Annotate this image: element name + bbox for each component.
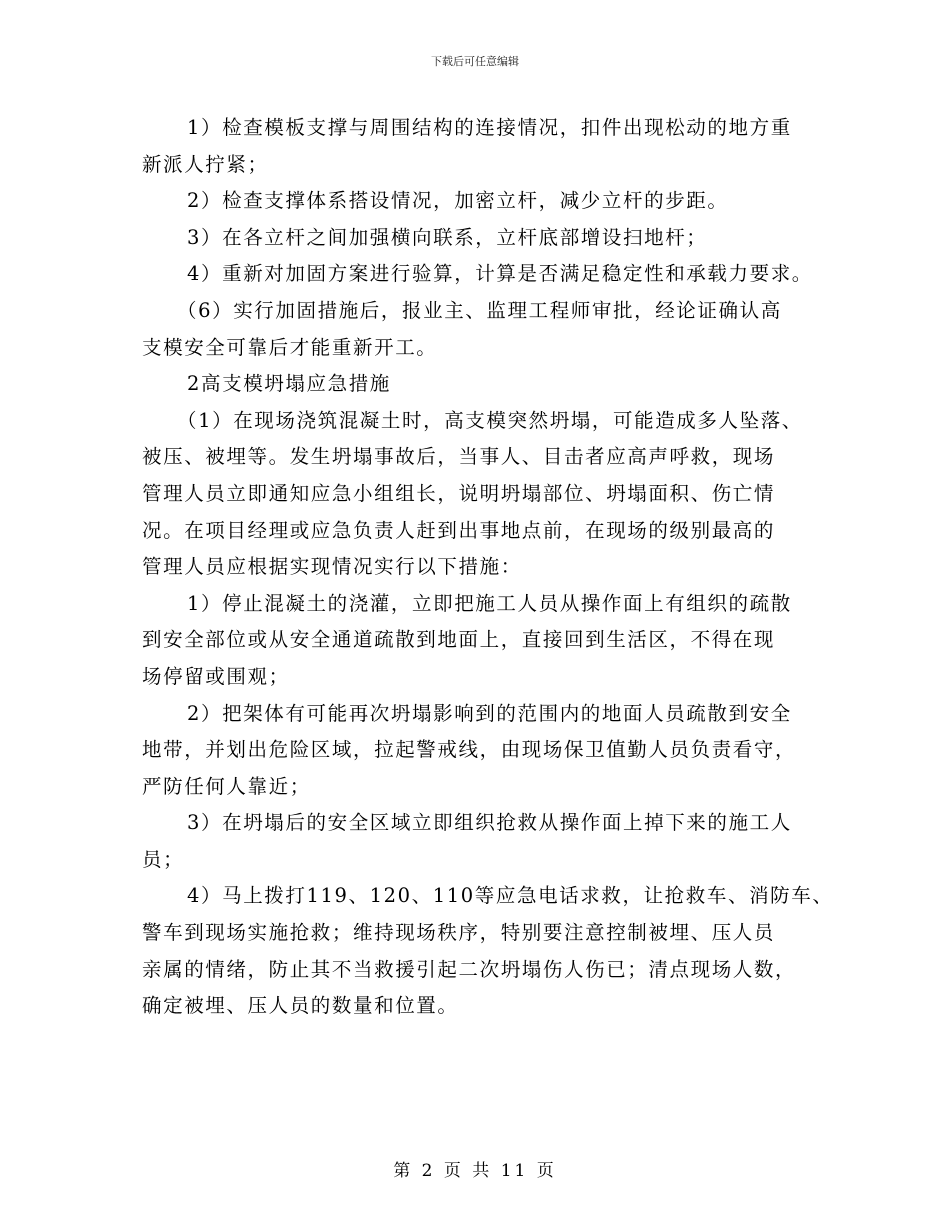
paragraph-line: 到安全部位或从安全通道疏散到地面上，直接回到生活区，不得在现: [142, 628, 776, 652]
paragraph-line: 支模安全可靠后才能重新开工。: [142, 335, 438, 359]
page-number-footer: 第 2 页 共 11 页: [393, 1161, 557, 1181]
paragraph-line: 管理人员应根据实现情况实行以下措施：: [142, 555, 522, 579]
page-header: 下载后可任意编辑: [431, 55, 519, 68]
paragraph-line: （6）实行加固措施后，报业主、监理工程师审批，经论证确认高: [177, 298, 782, 322]
paragraph-line: 况。在项目经理或应急负责人赶到出事地点前，在现场的级别最高的: [142, 518, 776, 542]
paragraph-line: 员；: [142, 847, 185, 871]
paragraph-line: 场停留或围观；: [142, 664, 290, 688]
paragraph-line: 1）检查模板支撑与周围结构的连接情况，扣件出现松动的地方重: [187, 116, 792, 139]
paragraph-line: 警车到现场实施抢救；维持现场秩序，特别要注意控制被埋、压人员: [142, 921, 776, 945]
section-heading: 2高支模坍塌应急措施: [187, 372, 391, 396]
document-body: [142, 110, 834, 1025]
paragraph-line: 确定被埋、压人员的数量和位置。: [142, 994, 459, 1018]
paragraph-line: 3）在各立杆之间加强横向联系，立杆底部增设扫地杆；: [187, 225, 708, 249]
paragraph-line: 亲属的情绪，防止其不当救援引起二次坍塌伤人伤已；清点现场人数，: [142, 957, 797, 981]
paragraph-line: 4）马上拨打119、120、110等应急电话求救，让抢救车、消防车、: [187, 884, 834, 908]
paragraph-line: 管理人员立即通知应急小组组长，说明坍塌部位、坍塌面积、伤亡情: [142, 481, 776, 505]
paragraph-line: 1）停止混凝土的浇灌，立即把施工人员从操作面上有组织的疏散: [187, 591, 792, 615]
paragraph-line: 2）把架体有可能再次坍塌影响到的范围内的地面人员疏散到安全: [187, 701, 792, 725]
paragraph-line: （1）在现场浇筑混凝土时，高支模突然坍塌，可能造成多人坠落、: [177, 408, 803, 432]
paragraph-line: 严防任何人靠近；: [142, 774, 311, 798]
paragraph-line: 新派人拧紧；: [142, 152, 269, 176]
paragraph-line: 被压、被埋等。发生坍塌事故后，当事人、目击者应高声呼救，现场: [142, 445, 776, 469]
paragraph-line: 地带，并划出危险区域，拉起警戒线，由现场保卫值勤人员负责看守，: [142, 738, 797, 762]
paragraph-line: 4）重新对加固方案进行验算，计算是否满足稳定性和承载力要求。: [187, 262, 813, 286]
paragraph-line: 2）检查支撑体系搭设情况，加密立杆，减少立杆的步距。: [187, 189, 729, 213]
paragraph-line: 3）在坍塌后的安全区域立即组织抢救从操作面上掉下来的施工人: [187, 811, 792, 835]
